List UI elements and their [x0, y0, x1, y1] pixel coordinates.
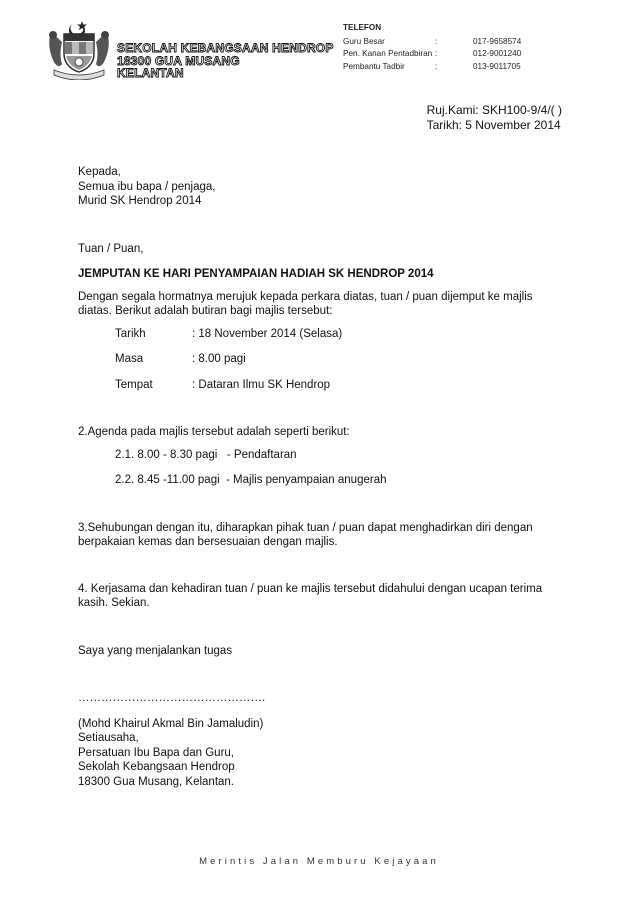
telephone-title: TELEFON	[343, 23, 382, 32]
telephone-number: 017-9658574	[473, 37, 522, 47]
signature-line: ………………………………………….	[78, 692, 266, 704]
detail-row	[115, 378, 564, 393]
telephone-row	[343, 48, 521, 60]
intro-paragraph: Dengan segala hormatnya merujuk kepada perkara diatas, tuan / puan dijemput ke majlis diatas. Berikut adalah butiran bagi majlis tersebut:	[78, 290, 533, 317]
telephone-block	[343, 22, 521, 73]
recipient-line: Murid SK Hendrop 2014	[78, 195, 202, 207]
detail-row	[115, 352, 564, 367]
detail-key: Tarikh	[115, 327, 146, 340]
school-name: SEKOLAH KEBANGSAAN HENDROP	[117, 41, 334, 55]
school-state: KELANTAN	[117, 66, 184, 80]
detail-value: : 18 November 2014 (Selasa)	[192, 327, 343, 340]
closing-line: Saya yang menjalankan tugas	[78, 644, 233, 657]
signatory-address: 18300 Gua Musang, Kelantan.	[78, 775, 235, 788]
letter-date: Tarikh: 5 November 2014	[426, 117, 561, 132]
agenda-item: 2.2. 8.45 -11.00 pagi - Majlis penyampaian anugerah	[115, 474, 387, 486]
letter-subject: JEMPUTAN KE HARI PENYAMPAIAN HADIAH SK HENDROP 2014	[78, 268, 434, 280]
paragraph-3: 3.Sehubungan dengan itu, diharapkan pihak tuan / puan dapat menghadirkan diri dengan berpakaian kemas dan bersesuaian dengan majlis.	[78, 521, 533, 548]
telephone-colon: :	[435, 49, 438, 59]
letter-body	[78, 165, 564, 789]
footer-motto: Merintis Jalan Memburu Kejayaan	[199, 856, 439, 867]
recipient-line: Semua ibu bapa / penjaga,	[78, 180, 216, 193]
telephone-row	[343, 61, 521, 73]
detail-key: Tempat	[115, 378, 153, 391]
telephone-row	[343, 36, 521, 48]
detail-value: : Dataran Ilmu SK Hendrop	[192, 378, 331, 391]
agenda-intro: 2.Agenda pada majlis tersebut adalah seperti berikut:	[78, 426, 350, 438]
detail-key: Masa	[115, 353, 144, 365]
recipient-line: Kepada,	[78, 166, 121, 178]
signatory-school: Sekolah Kebangsaan Hendrop	[78, 761, 235, 773]
signatory-block	[78, 717, 564, 790]
telephone-role: Pen. Kanan Pentadbiran	[343, 49, 433, 59]
coat-of-arms-logo	[46, 18, 112, 80]
event-details	[115, 327, 564, 393]
school-postcode-city: 18300 GUA MUSANG	[117, 53, 240, 68]
telephone-role: Guru Besar	[343, 37, 385, 47]
salutation: Tuan / Puan,	[78, 242, 144, 255]
reference-number: Ruj.Kami: SKH100-9/4/( )	[426, 103, 562, 117]
recipient-block	[78, 165, 564, 209]
telephone-colon: :	[435, 61, 438, 71]
signatory-org: Persatuan Ibu Bapa dan Guru,	[78, 746, 234, 759]
signatory-title: Setiausaha,	[78, 732, 139, 744]
telephone-number: 012-9001240	[473, 49, 522, 59]
agenda-item: 2.1. 8.00 - 8.30 pagi - Pendaftaran	[115, 448, 297, 461]
signatory-name: (Mohd Khairul Akmal Bin Jamaludin)	[78, 717, 264, 730]
paragraph-4: 4. Kerjasama dan kehadiran tuan / puan ke majlis tersebut didahului dengan ucapan terima kasih. Sekian.	[78, 582, 543, 609]
agenda-list	[115, 448, 564, 488]
telephone-colon: :	[435, 37, 438, 47]
telephone-number: 013-9011705	[473, 61, 521, 71]
reference-block	[427, 103, 562, 132]
detail-value: : 8.00 pagi	[192, 353, 246, 365]
school-name-block	[117, 42, 334, 80]
detail-row	[115, 327, 564, 342]
telephone-role: Pembantu Tadbir	[343, 61, 405, 71]
